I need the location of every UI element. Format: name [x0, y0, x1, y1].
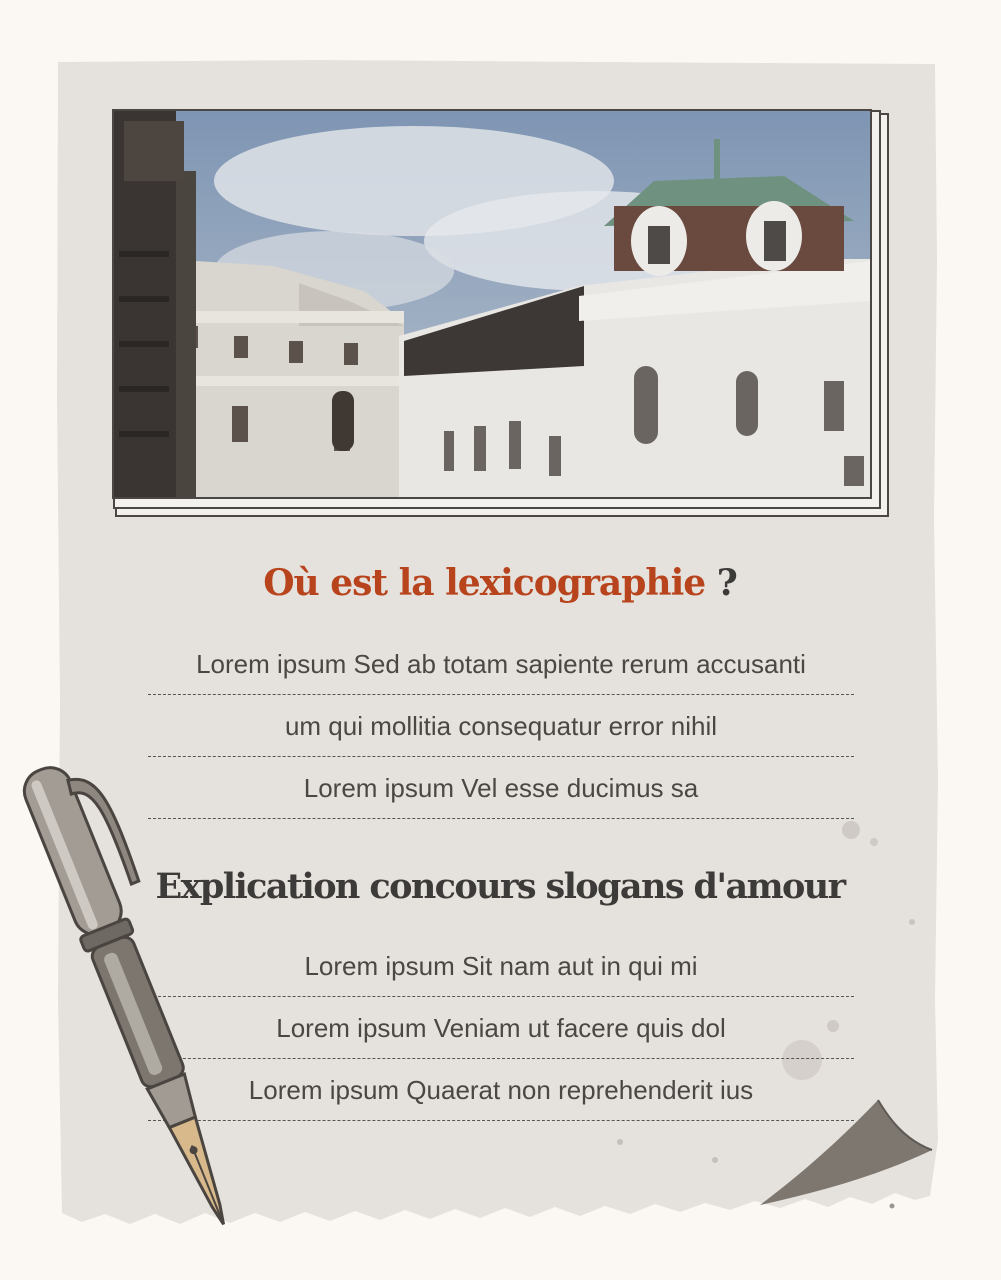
title-question-mark: ? — [705, 562, 737, 604]
list-item: Lorem ipsum Quaerat non reprehenderit ius — [148, 1060, 854, 1121]
section-title-explication: Explication concours slogans d'amour — [155, 866, 845, 907]
list-item: um qui mollitia consequatur error nihil — [148, 696, 854, 757]
list-item: Lorem ipsum Sed ab totam sapiente rerum accusanti — [148, 634, 854, 695]
fountain-pen-icon — [0, 740, 280, 1260]
palace-photo — [112, 109, 872, 499]
section-title-lexicography — [100, 562, 900, 604]
list-item: Lorem ipsum Vel esse ducimus sa — [148, 758, 854, 819]
title-accent-text: Où est la lexicographie — [263, 562, 706, 604]
list-item: Lorem ipsum Sit nam aut in qui mi — [148, 936, 854, 997]
list-item: Lorem ipsum Veniam ut facere quis dol — [148, 998, 854, 1059]
